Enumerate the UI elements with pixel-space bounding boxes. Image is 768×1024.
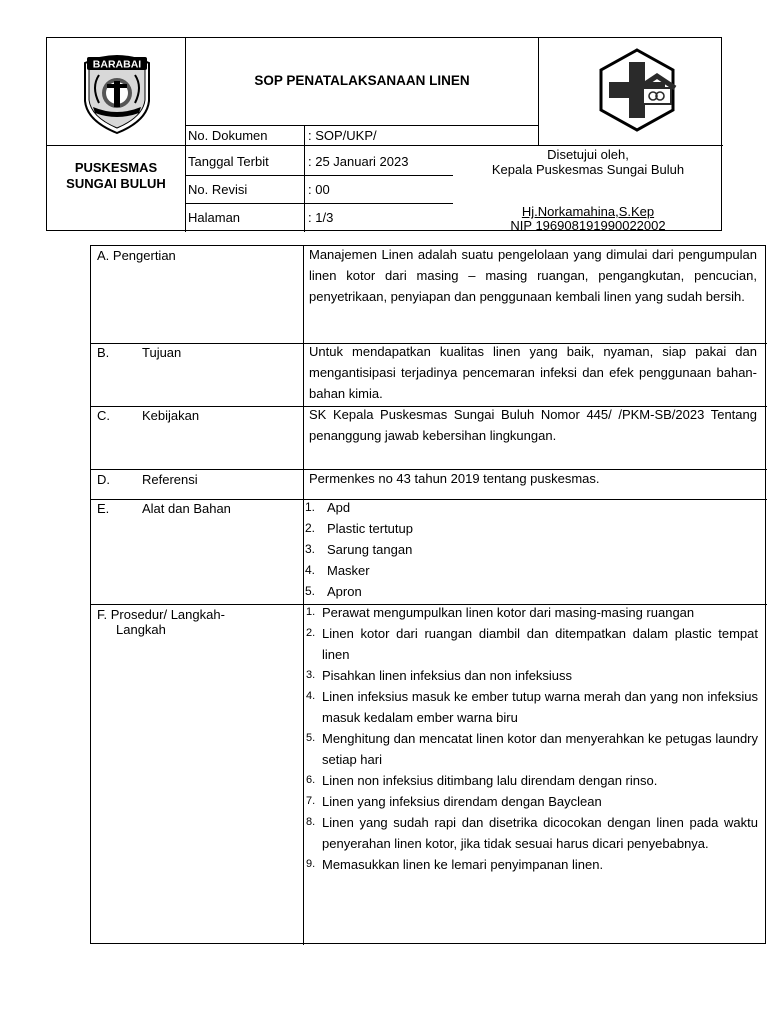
- list-item: 5. Menghitung dan mencatat linen kotor dan menyerahkan ke petugas laundry setiap hari: [306, 731, 758, 767]
- table-divider: [303, 246, 304, 945]
- organization-name: [47, 160, 185, 192]
- section-c-text: SK Kepala Puskesmas Sungai Buluh Nomor 445/ /PKM-SB/2023 Tentang penanggung jawab kebersihan lingkungan.: [309, 407, 757, 443]
- list-item: 3. Sarung tangan: [305, 542, 413, 557]
- list-item: 7. Linen yang infeksius direndam dengan Bayclean: [306, 794, 602, 809]
- list-item: 3. Pisahkan linen infeksius dan non infeksiuss: [306, 668, 573, 683]
- approval-line-2: Kepala Puskesmas Sungai Buluh: [491, 162, 685, 177]
- org-line-2: SUNGAI BULUH: [66, 176, 166, 191]
- issue-date-value: : 25 Januari 2023: [308, 154, 409, 169]
- section-e-label: Alat dan Bahan: [142, 501, 231, 516]
- header-divider: [304, 125, 305, 232]
- section-d-letter: D.: [97, 472, 110, 487]
- section-a-label: A. Pengertian: [97, 248, 176, 263]
- list-item: 9. Memasukkan linen ke lemari penyimpanan linen.: [306, 857, 604, 872]
- document-header: [46, 37, 722, 231]
- list-item: 6. Linen non infeksius ditimbang lalu direndam dengan rinso.: [306, 773, 658, 788]
- section-c-label: Kebijakan: [142, 408, 200, 423]
- list-item: 1. Perawat mengumpulkan linen kotor dari masing-masing ruangan: [306, 605, 695, 620]
- document-title: SOP PENATALAKSANAAN LINEN: [254, 73, 470, 88]
- doc-number-value: : SOP/UKP/: [308, 128, 377, 143]
- list-item: 5. Apron: [305, 584, 362, 599]
- header-divider: [185, 125, 539, 126]
- header-divider: [538, 38, 539, 145]
- section-f-label-line-2: Langkah: [116, 622, 166, 637]
- procedure-list: [305, 602, 758, 875]
- header-divider: [47, 145, 723, 146]
- list-item: 1. Apd: [305, 500, 351, 515]
- section-c-letter: C.: [97, 408, 110, 423]
- section-b-letter: B.: [97, 345, 110, 360]
- doc-number-label: No. Dokumen: [188, 128, 268, 143]
- list-item: 8. Linen yang sudah rapi dan disetrika dicocokan dengan linen pada waktu penyerahan linen kotor, jika tidak sesuai harus dicari penyebabnya.: [306, 815, 758, 851]
- section-f-label-line-1: F. Prosedur/ Langkah-: [97, 607, 225, 622]
- org-line-1: PUSKESMAS: [74, 160, 158, 175]
- list-item: 4. Linen infeksius masuk ke ember tutup warna merah dan yang non infeksius masuk kedalam ember warna biru: [306, 689, 758, 725]
- section-b-text: Untuk mendapatkan kualitas linen yang baik, nyaman, siap pakai dan mengantisipasi terjadinya pencemaran infeksi dan efek penggunaan bahan-bahan kimia.: [309, 344, 757, 401]
- approver-name: Hj.Norkamahina,S.Kep: [521, 204, 655, 219]
- section-e-letter: E.: [97, 501, 110, 516]
- page-label: Halaman: [188, 210, 241, 225]
- section-a-text: Manajemen Linen adalah suatu pengelolaan yang dimulai dari pengumpulan linen kotor dari masing – masing ruangan, pengangkutan, pencucian, penyetrikaan, penyiapan dan penggunaan kembali linen yang sudah bersih.: [309, 247, 757, 304]
- approver-nip: NIP 196908191990022002: [510, 218, 666, 233]
- barabai-logo: [77, 51, 157, 135]
- sop-content-table: [90, 245, 766, 944]
- list-item: 2. Linen kotor dari ruangan diambil dan ditempatkan dalam plastic tempat linen: [306, 626, 758, 662]
- list-item: 4. Masker: [305, 563, 370, 578]
- logo-text: BARABAI: [92, 58, 142, 71]
- revision-value: : 00: [308, 182, 330, 197]
- puskesmas-logo: [595, 48, 679, 132]
- approval-line-1: Disetujui oleh,: [547, 147, 629, 162]
- section-d-text: Permenkes no 43 tahun 2019 tentang puskesmas.: [309, 471, 600, 486]
- list-item: 2. Plastic tertutup: [305, 521, 413, 536]
- section-d-label: Referensi: [142, 472, 198, 487]
- revision-label: No. Revisi: [188, 182, 248, 197]
- equipment-list: [305, 497, 757, 602]
- header-divider: [185, 203, 453, 204]
- page-value: : 1/3: [308, 210, 334, 225]
- header-divider: [185, 175, 453, 176]
- section-b-label: Tujuan: [142, 345, 182, 360]
- issue-date-label: Tanggal Terbit: [188, 154, 269, 169]
